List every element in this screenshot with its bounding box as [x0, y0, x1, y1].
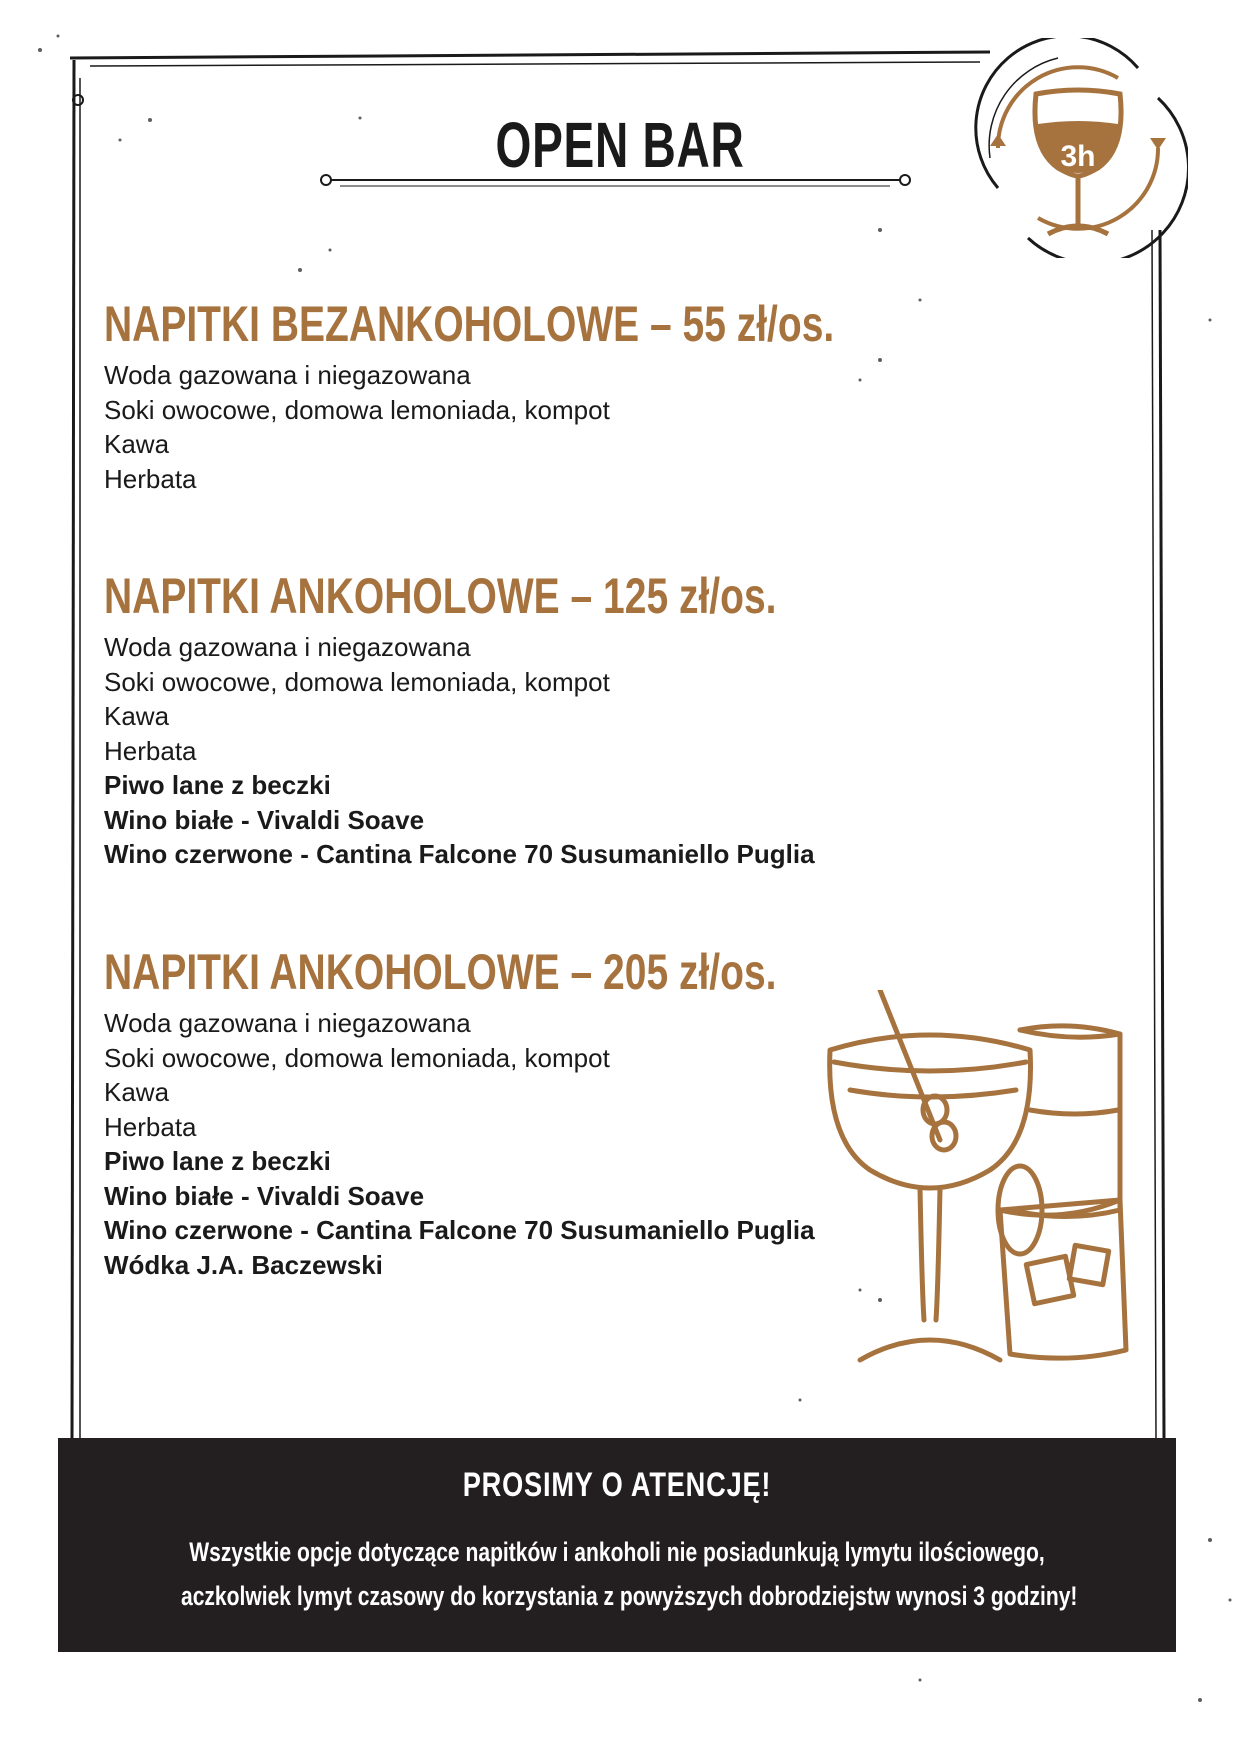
list-item: Wódka J.A. Baczewski: [104, 1249, 383, 1280]
list-item: Herbata: [104, 1111, 197, 1142]
list-item: Soki owocowe, domowa lemoniada, kompot: [104, 1042, 610, 1073]
list-item: Wino czerwone - Cantina Falcone 70 Susumaniello Puglia: [104, 1215, 815, 1245]
notice-text: [180, 1530, 1078, 1618]
list-item: Herbata: [104, 463, 197, 494]
list-item: Kawa: [104, 701, 170, 731]
page-title: OPEN BAR: [495, 109, 745, 181]
section-title: NAPITKI ANKOHOLOWE – 125 zł/os.: [104, 568, 777, 624]
list-item: Piwo lane z beczki: [104, 770, 331, 800]
badge-duration: 3h: [1060, 140, 1096, 173]
section-alcoholic-125: [104, 566, 966, 872]
list-item: Wino białe - Vivaldi Soave: [104, 1180, 425, 1211]
section-title: NAPITKI ANKOHOLOWE – 205 zł/os.: [104, 944, 777, 1000]
drink-list: [104, 630, 966, 872]
drink-list: [104, 358, 1040, 496]
section-non-alcoholic: [104, 294, 1040, 496]
list-item: Woda gazowana i niegazowana: [104, 1008, 471, 1038]
list-item: Wino czerwone - Cantina Falcone 70 Susumaniello Puglia: [104, 839, 815, 869]
list-item: Soki owocowe, domowa lemoniada, kompot: [104, 666, 610, 697]
list-item: Piwo lane z beczki: [104, 1146, 331, 1176]
list-item: Soki owocowe, domowa lemoniada, kompot: [104, 394, 610, 425]
notice-line-1: Wszystkie opcje dotyczące napitków i ankoholi nie posiadunkują lymytu ilościowego,: [189, 1537, 1045, 1567]
list-item: Woda gazowana i niegazowana: [104, 632, 471, 662]
notice-banner: [58, 1438, 1176, 1652]
list-item: Kawa: [104, 429, 170, 459]
list-item: Woda gazowana i niegazowana: [104, 360, 471, 390]
list-item: Kawa: [104, 1077, 170, 1107]
list-item: Wino białe - Vivaldi Soave: [104, 804, 425, 835]
notice-line-2: aczkolwiek lymyt czasowy do korzystania z powyższych dobrodziejstw wynosi 3 godziny!: [180, 1581, 1078, 1611]
cocktail-glasses-icon: [820, 990, 1150, 1370]
list-item: Herbata: [104, 735, 197, 766]
notice-title: PROSIMY O ATENCJĘ!: [462, 1466, 772, 1504]
section-title: NAPITKI BEZANKOHOLOWE – 55 zł/os.: [104, 296, 835, 352]
